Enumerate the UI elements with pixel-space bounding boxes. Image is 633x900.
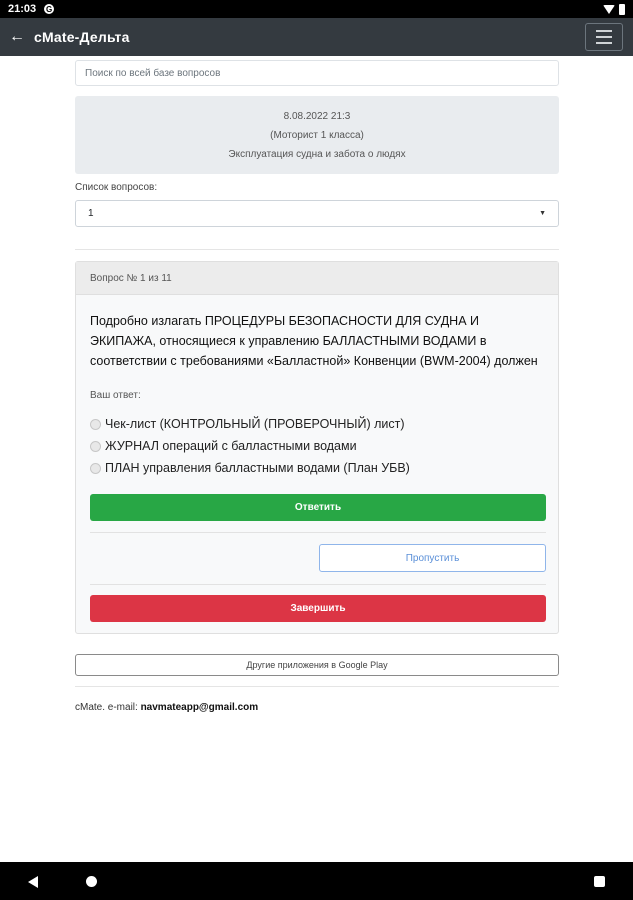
divider xyxy=(75,249,559,250)
status-bar xyxy=(0,0,633,18)
nav-back-icon[interactable] xyxy=(28,876,38,888)
answer-option-label: ЖУРНАЛ операций с балластными водами xyxy=(105,439,357,453)
question-select[interactable] xyxy=(75,200,559,227)
status-time: 21:03 xyxy=(8,3,37,15)
wifi-icon xyxy=(603,5,615,14)
battery-icon xyxy=(619,4,625,15)
search-input[interactable] xyxy=(75,60,559,86)
divider xyxy=(90,584,546,585)
footer xyxy=(75,702,258,713)
answer-option-3[interactable] xyxy=(90,461,410,475)
question-text: Подробно излагать ПРОЦЕДУРЫ БЕЗОПАСНОСТИ ДЛЯ СУДНА И ЭКИПАЖА, относящиеся к управлению БАЛЛАСТНЫМИ ВОДАМИ в соответствии с требованиями «Балластной» Конвенции (BWM-2004) должен xyxy=(90,314,538,368)
skip-button[interactable]: Пропустить xyxy=(319,544,546,572)
google-play-button[interactable]: Другие приложения в Google Play xyxy=(75,654,559,676)
divider xyxy=(75,686,559,687)
question-select-value: 1 xyxy=(88,208,94,219)
nav-home-icon[interactable] xyxy=(86,876,97,887)
hamburger-menu-button[interactable] xyxy=(585,23,623,51)
answer-label: Ваш ответ: xyxy=(90,390,141,401)
app-title: cMate-Дельта xyxy=(34,29,130,45)
menu-icon-line xyxy=(596,42,612,44)
info-topic: Эксплуатация судна и забота о людях xyxy=(228,148,406,160)
answer-option-label: Чек-лист (КОНТРОЛЬНЫЙ (ПРОВЕРОЧНЫЙ) лист) xyxy=(105,417,405,431)
question-list-label: Список вопросов: xyxy=(75,182,158,193)
menu-icon-line xyxy=(596,30,612,32)
question-card-header: Вопрос № 1 из 11 xyxy=(76,262,558,295)
app-bar xyxy=(0,18,633,56)
radio-button[interactable] xyxy=(90,441,101,452)
footer-email[interactable]: navmateapp@gmail.com xyxy=(140,702,259,713)
radio-button[interactable] xyxy=(90,419,101,430)
footer-prefix: cMate. e-mail: xyxy=(75,702,141,713)
status-icons xyxy=(603,4,625,15)
answer-option-label: ПЛАН управления балластными водами (План УБВ) xyxy=(105,461,410,475)
info-box xyxy=(75,96,559,174)
notification-icon: G xyxy=(46,4,53,14)
radio-button[interactable] xyxy=(90,463,101,474)
nav-recents-icon[interactable] xyxy=(594,876,605,887)
info-rank: (Моторист 1 класса) xyxy=(270,129,364,141)
answer-button[interactable]: Ответить xyxy=(90,494,546,521)
menu-icon-line xyxy=(596,36,612,38)
answer-option-1[interactable] xyxy=(90,417,405,431)
divider xyxy=(90,532,546,533)
finish-button[interactable]: Завершить xyxy=(90,595,546,622)
info-date: 8.08.2022 21:3 xyxy=(283,110,351,122)
caret-down-icon: ▼ xyxy=(539,210,546,217)
back-arrow-icon[interactable]: ← xyxy=(9,28,25,45)
question-card xyxy=(75,261,559,634)
answer-option-2[interactable] xyxy=(90,439,357,453)
navigation-bar xyxy=(0,862,633,900)
